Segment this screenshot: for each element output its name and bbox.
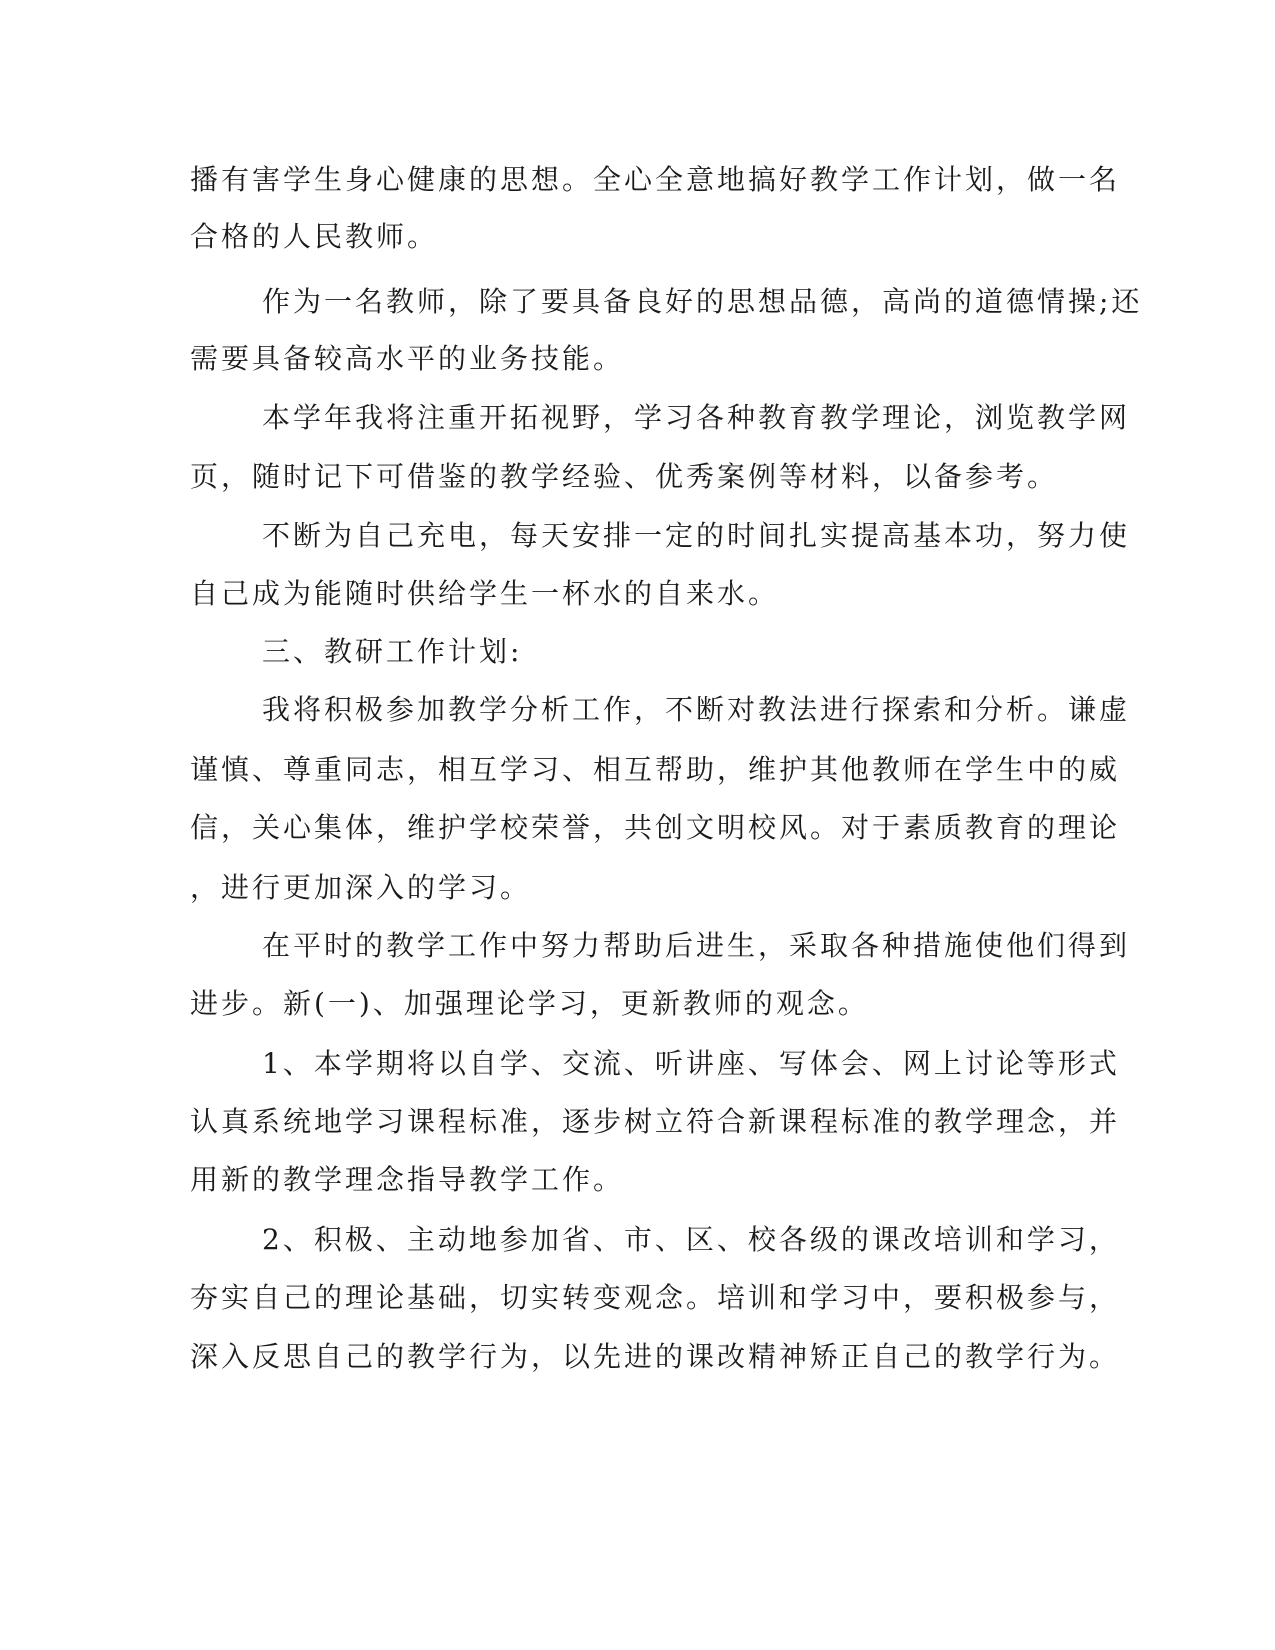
paragraph-start-line: 2、积极、主动地参加省、市、区、校各级的课改培训和学习， — [262, 1223, 1120, 1256]
text-line: 自己成为能随时供给学生一杯水的自来水。 — [190, 577, 780, 610]
text-line: 需要具备较高水平的业务技能。 — [190, 342, 625, 375]
text-line: 夯实自己的理论基础，切实转变观念。培训和学习中，要积极参与， — [190, 1281, 1121, 1314]
paragraph-start-line: 本学年我将注重开拓视野，学习各种教育教学理论，浏览教学网 — [262, 401, 1131, 434]
paragraph-start-line: 不断为自己充电，每天安排一定的时间扎实提高基本功，努力使 — [262, 519, 1131, 552]
text-line: 深入反思自己的教学行为，以先进的课改精神矫正自己的教学行为。 — [190, 1340, 1121, 1373]
text-line: 进步。新(一)、加强理论学习，更新教师的观念。 — [190, 987, 869, 1020]
paragraph-start-line: 作为一名教师，除了要具备良好的思想品德，高尚的道德情操;还 — [262, 285, 1143, 318]
text-line: 合格的人民教师。 — [190, 220, 439, 253]
text-line: 页，随时记下可借鉴的教学经验、优秀案例等材料，以备参考。 — [190, 460, 1059, 493]
paragraph-start-line: 我将积极参加教学分析工作，不断对教法进行探索和分析。谦虚 — [262, 693, 1131, 726]
text-line: 用新的教学理念指导教学工作。 — [190, 1163, 625, 1196]
text-line: 认真系统地学习课程标准，逐步树立符合新课程标准的教学理念，并 — [190, 1105, 1121, 1138]
paragraph-start-line: 1、本学期将以自学、交流、听讲座、写体会、网上讨论等形式 — [262, 1047, 1120, 1080]
section-heading: 三、教研工作计划: — [262, 635, 523, 668]
text-line: ，进行更加深入的学习。 — [190, 871, 532, 904]
text-line: 谨慎、尊重同志，相互学习、相互帮助，维护其他教师在学生中的威 — [190, 753, 1121, 786]
text-line: 信，关心集体，维护学校荣誉，共创文明校风。对于素质教育的理论 — [190, 811, 1121, 844]
paragraph-start-line: 在平时的教学工作中努力帮助后进生，采取各种措施使他们得到 — [262, 929, 1131, 962]
text-line: 播有害学生身心健康的思想。全心全意地搞好教学工作计划，做一名 — [190, 163, 1121, 196]
